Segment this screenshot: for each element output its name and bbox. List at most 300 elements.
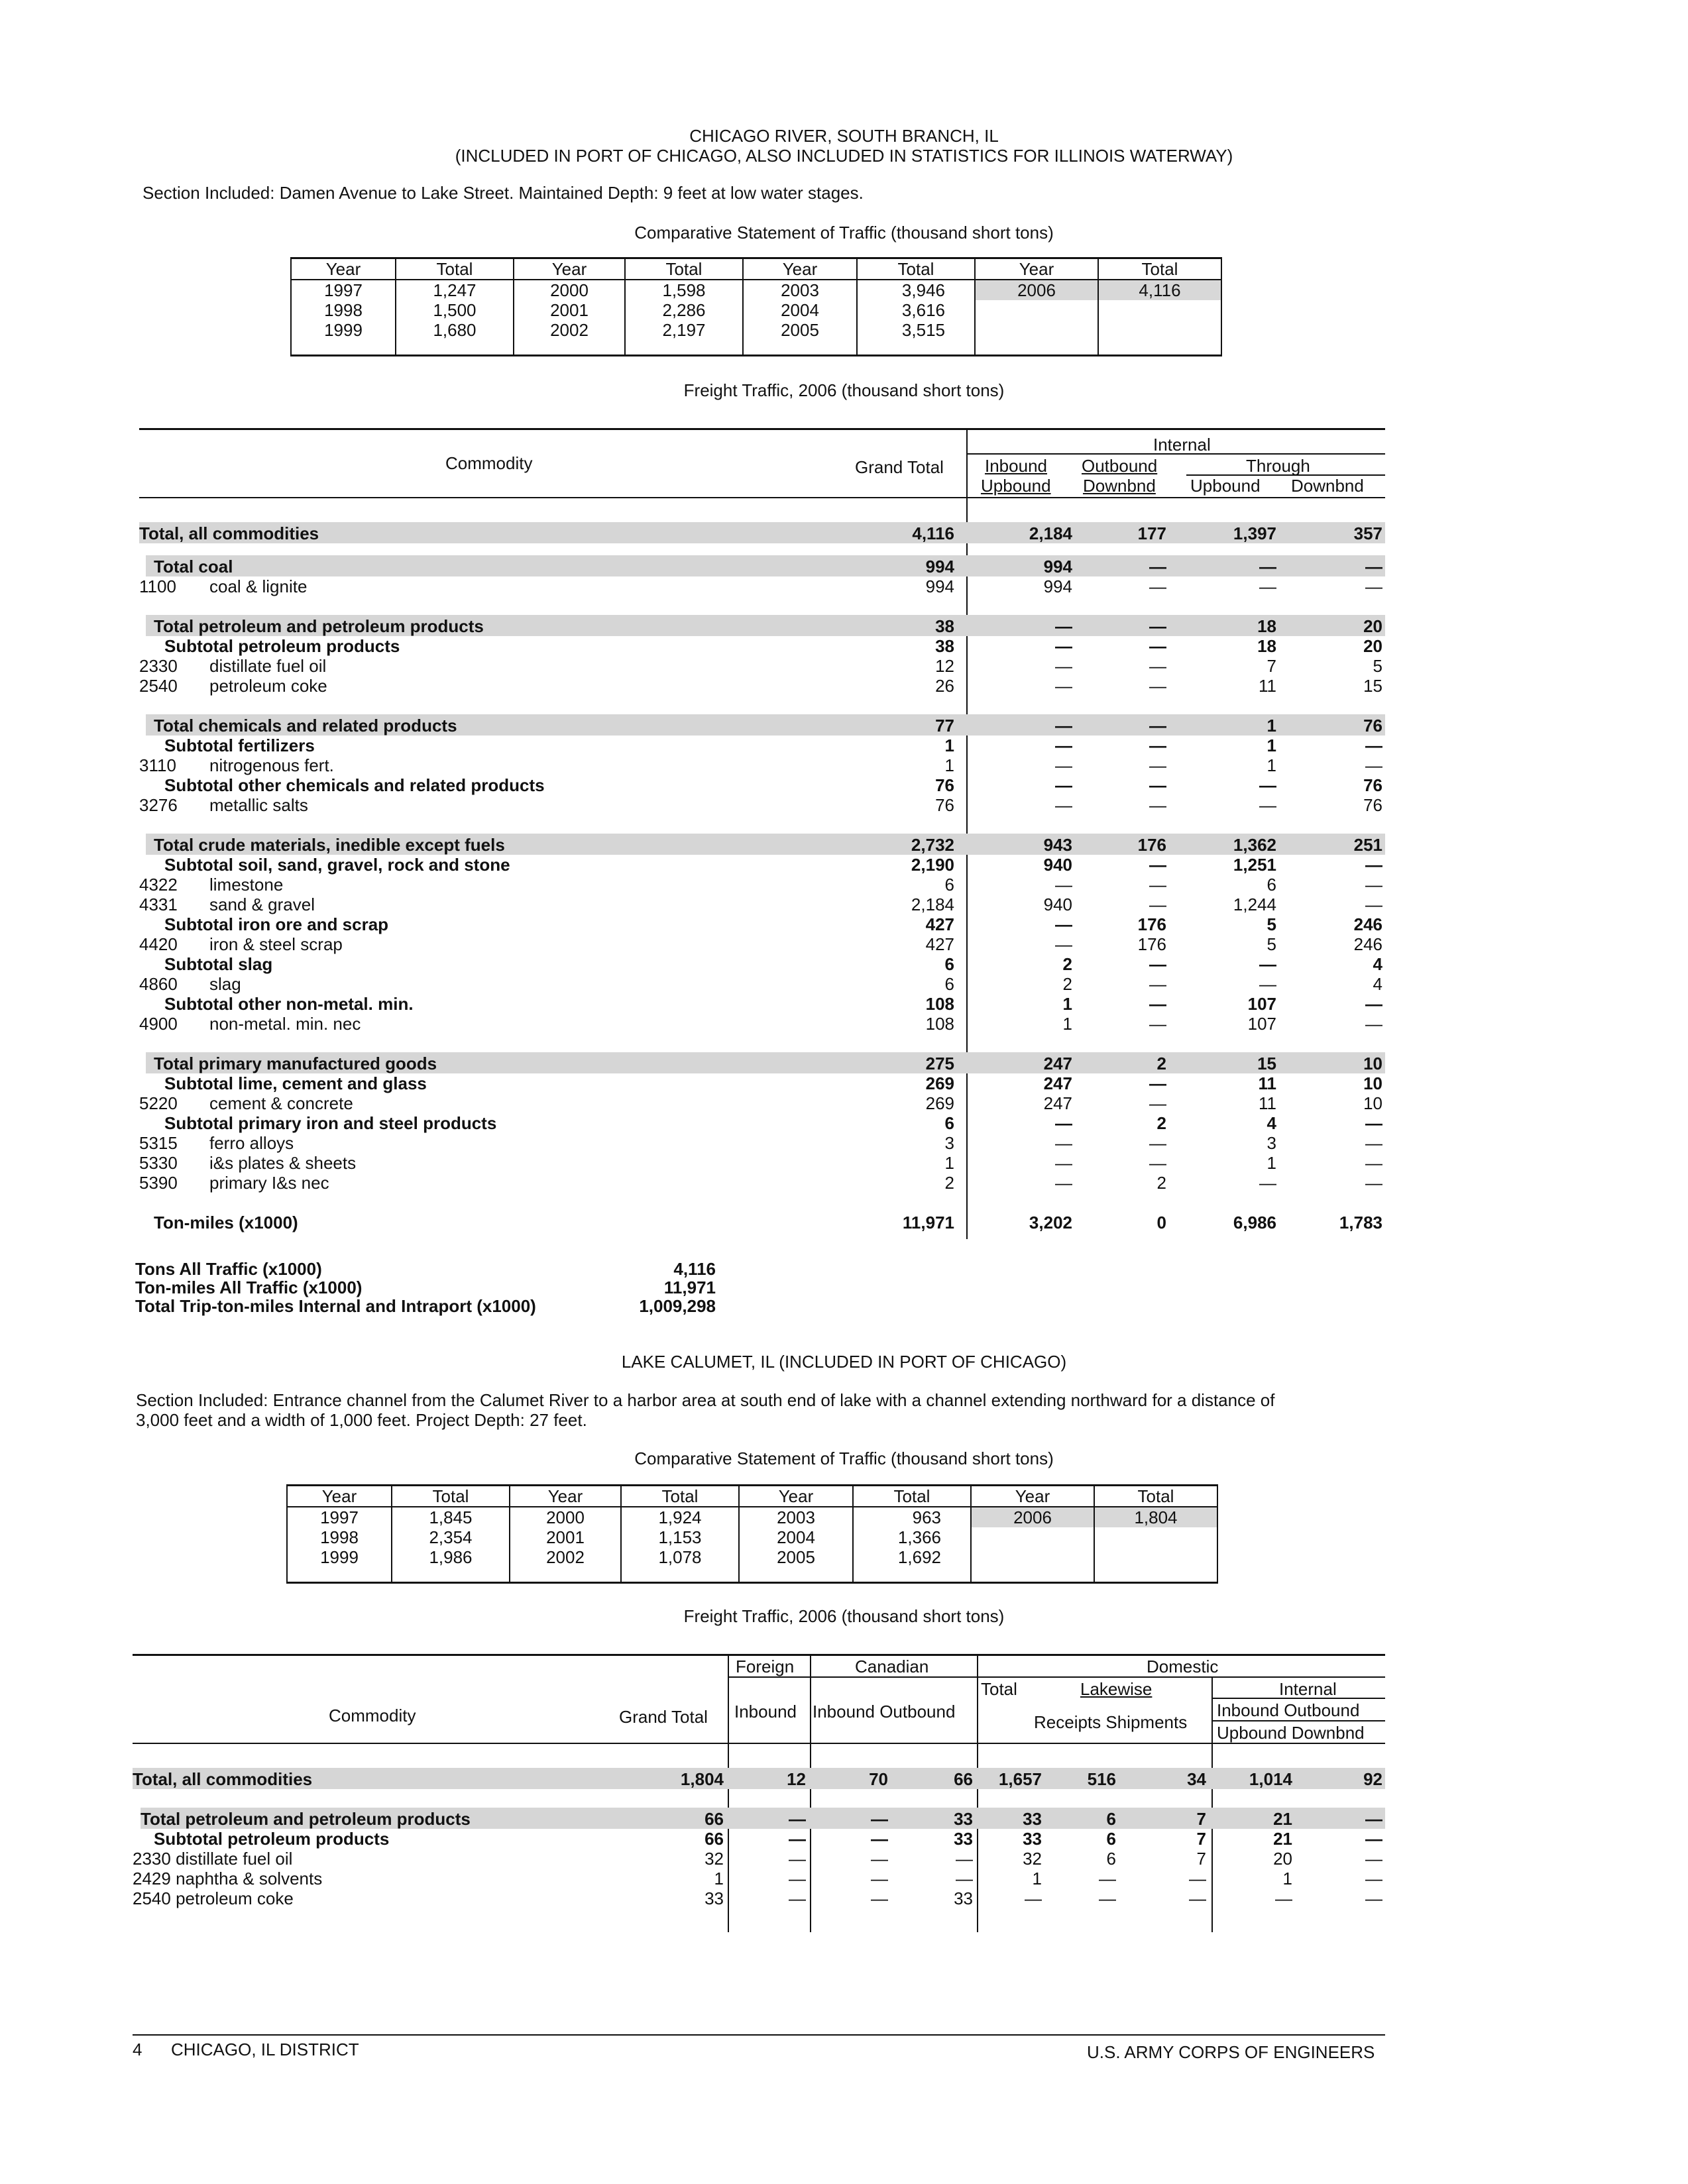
cell-ib: 2,184: [1029, 523, 1072, 543]
table-row: [0, 557, 1688, 576]
hdr-grand-total: Grand Total: [855, 457, 944, 477]
summary-label: Tons All Traffic (x1000): [135, 1259, 322, 1279]
cell-fi: —: [789, 1829, 806, 1849]
cell-tu: 1: [1266, 736, 1276, 755]
cell-gt: 77: [935, 716, 954, 736]
cell-ob: —: [1149, 1153, 1166, 1173]
commodity-code: 4900: [139, 1014, 178, 1034]
cell-ob: —: [1149, 676, 1166, 696]
cell-gt: 33: [704, 1888, 724, 1908]
cell-tu: 5: [1266, 934, 1276, 954]
cell-io: —: [1365, 1829, 1382, 1849]
cell-gt: 994: [925, 557, 954, 576]
commodity-label: petroleum coke: [209, 676, 327, 696]
cell-ob: 177: [1137, 523, 1166, 543]
cell-tu: 11: [1258, 1073, 1276, 1093]
commodity-label: ferro alloys: [209, 1133, 294, 1153]
commodity-label: iron & steel scrap: [209, 934, 343, 954]
comp-header-total: Total: [857, 258, 975, 280]
cell-ob: —: [1149, 1014, 1166, 1034]
hdr-internal: Internal: [1279, 1679, 1337, 1699]
section1-included: Section Included: Damen Avenue to Lake Street. Maintained Depth: 9 feet at low water stages.: [142, 183, 864, 203]
hdr-commodity: Commodity: [329, 1706, 416, 1725]
cell-td: 4: [1373, 974, 1382, 994]
comp-years: 2000 2001 2002: [510, 1507, 621, 1583]
table-row: [0, 1829, 1688, 1849]
cell-fi: —: [789, 1809, 806, 1829]
table-row: [0, 954, 1688, 974]
cell-lr: —: [1099, 1869, 1116, 1888]
cell-gt: 2,190: [911, 855, 954, 875]
table-row: [0, 855, 1688, 875]
cell-ci: —: [871, 1829, 888, 1849]
cell-ob: —: [1149, 716, 1166, 736]
table-row: [0, 1173, 1688, 1193]
cell-gt: 66: [704, 1809, 724, 1829]
cell-fi: —: [789, 1869, 806, 1888]
comp-header-year: Year: [743, 258, 857, 280]
commodity-label: Ton-miles (x1000): [154, 1213, 298, 1232]
cell-td: 15: [1363, 676, 1382, 696]
cell-tu: 1: [1266, 1153, 1276, 1173]
cell-gt: 2,732: [911, 835, 954, 855]
hdr-commodity: Commodity: [445, 453, 533, 473]
commodity-label: Subtotal lime, cement and glass: [164, 1073, 427, 1093]
cell-ib: —: [1055, 775, 1072, 795]
cell-ob: —: [1149, 775, 1166, 795]
cell-gt: 38: [935, 616, 954, 636]
cell-ls: 7: [1196, 1849, 1206, 1869]
cell-io: —: [1365, 1809, 1382, 1829]
cell-td: 5: [1373, 656, 1382, 676]
summary-value: 1,009,298: [639, 1296, 716, 1316]
table-row: [0, 1213, 1688, 1232]
commodity-label: slag: [209, 974, 241, 994]
cell-ob: —: [1149, 1073, 1166, 1093]
rule: [139, 428, 1385, 430]
cell-td: 251: [1353, 835, 1382, 855]
cell-tu: 3: [1266, 1133, 1276, 1153]
cell-ob: —: [1149, 994, 1166, 1014]
commodity-label: Total chemicals and related products: [154, 716, 457, 736]
hdr-outbound: Outbound: [1082, 456, 1158, 476]
cell-gt: 11,971: [902, 1213, 954, 1232]
comp-totals: 3,946 3,616 3,515: [857, 280, 975, 356]
table-row: [0, 576, 1688, 596]
comp-header-year: Year: [287, 1486, 392, 1507]
cell-tu: 5: [1266, 914, 1276, 934]
cell-gt: 6: [944, 875, 954, 895]
cell-ib: —: [1055, 736, 1072, 755]
cell-tu: 6,986: [1233, 1213, 1276, 1232]
cell-ci: —: [871, 1849, 888, 1869]
cell-td: —: [1365, 576, 1382, 596]
cell-ib: —: [1055, 636, 1072, 656]
comp-totals: 1,845 2,354 1,986: [392, 1507, 510, 1583]
table-row: [0, 1849, 1688, 1869]
commodity-label: distillate fuel oil: [209, 656, 327, 676]
cell-ls: 34: [1187, 1769, 1206, 1789]
cell-co: —: [956, 1849, 973, 1869]
comp-header-total: Total: [1094, 1486, 1217, 1507]
commodity-label: non-metal. min. nec: [209, 1014, 361, 1034]
comp-header-total: Total: [396, 258, 514, 280]
commodity-code: 5390: [139, 1173, 178, 1193]
cell-tu: 1: [1266, 755, 1276, 775]
cell-ib: —: [1055, 914, 1072, 934]
comp-table-1: [290, 257, 1222, 356]
comp-header-year: Year: [971, 1486, 1094, 1507]
rule: [133, 1743, 1385, 1744]
hdr-downbnd: Downbnd: [1083, 476, 1156, 496]
hdr-canadian: Canadian: [855, 1657, 929, 1676]
table-row: [0, 1014, 1688, 1034]
cell-ib: —: [1055, 1173, 1072, 1193]
hdr-downbnd: Downbnd: [1291, 476, 1364, 496]
cell-gt: 32: [704, 1849, 724, 1869]
cell-td: 76: [1363, 716, 1382, 736]
cell-td: 1,783: [1339, 1213, 1382, 1232]
table-row: [0, 914, 1688, 934]
commodity-label: Subtotal petroleum products: [164, 636, 400, 656]
rule: [133, 1654, 1385, 1656]
comp-header-total: Total: [621, 1486, 739, 1507]
table-row: [0, 656, 1688, 676]
comp-years: 2003 2004 2005: [743, 280, 857, 356]
comp-table-2: [286, 1484, 1218, 1584]
cell-td: 4: [1373, 954, 1382, 974]
cell-ib: 247: [1043, 1073, 1072, 1093]
cell-gt: 2,184: [911, 895, 954, 914]
cell-io: —: [1365, 1888, 1382, 1908]
table-row: [0, 1073, 1688, 1093]
cell-gt: 12: [935, 656, 954, 676]
comp-header-year: Year: [510, 1486, 621, 1507]
cell-ib: 247: [1043, 1054, 1072, 1073]
table-row: [0, 1869, 1688, 1888]
comp-total-current: [1098, 280, 1221, 356]
table-row: [0, 835, 1688, 855]
hdr-grand-total: Grand Total: [619, 1707, 708, 1727]
cell-ci: —: [871, 1869, 888, 1888]
cell-gt: 6: [944, 974, 954, 994]
cell-td: 246: [1353, 914, 1382, 934]
cell-tu: 4: [1266, 1113, 1276, 1133]
cell-td: —: [1365, 895, 1382, 914]
table-row: [0, 1054, 1688, 1073]
cell-td: 20: [1363, 636, 1382, 656]
comp-totals: 1,247 1,500 1,680: [396, 280, 514, 356]
cell-ob: 176: [1137, 934, 1166, 954]
hdr-inbound: Inbound: [985, 456, 1047, 476]
cell-gt: 427: [925, 914, 954, 934]
cell-td: 10: [1363, 1073, 1382, 1093]
table-row: [0, 736, 1688, 755]
cell-tu: —: [1259, 557, 1276, 576]
table-row: [0, 1769, 1688, 1789]
hdr-upbound-downbnd: Upbound Downbnd: [1217, 1723, 1365, 1743]
cell-tu: —: [1259, 974, 1276, 994]
cell-gt: 108: [925, 994, 954, 1014]
commodity-label: Total crude materials, inedible except fuels: [154, 835, 505, 855]
cell-gt: 1,804: [680, 1769, 724, 1789]
cell-ob: 176: [1137, 835, 1166, 855]
rule: [1213, 1698, 1385, 1699]
cell-ls: —: [1189, 1888, 1206, 1908]
cell-ob: 176: [1137, 914, 1166, 934]
commodity-label: Subtotal other chemicals and related products: [164, 775, 545, 795]
cell-gt: 1: [714, 1869, 724, 1888]
commodity-label: Total primary manufactured goods: [154, 1054, 437, 1073]
comp-totals: 1,598 2,286 2,197: [625, 280, 743, 356]
cell-ob: 2: [1156, 1173, 1166, 1193]
cell-td: —: [1365, 1113, 1382, 1133]
commodity-label: i&s plates & sheets: [209, 1153, 357, 1173]
rule: [1213, 1720, 1385, 1721]
summary-row: [0, 1278, 1688, 1297]
commodity-label: metallic salts: [209, 795, 308, 815]
cell-ib: 3,202: [1029, 1213, 1072, 1232]
comp-header-year: Year: [514, 258, 625, 280]
cell-lr: 6: [1106, 1849, 1116, 1869]
cell-tu: 1,397: [1233, 523, 1276, 543]
cell-co: 33: [954, 1809, 973, 1829]
cell-td: 10: [1363, 1054, 1382, 1073]
commodity-label: nitrogenous fert.: [209, 755, 334, 775]
cell-ob: —: [1149, 755, 1166, 775]
cell-ib: 2: [1062, 954, 1072, 974]
table-row: [0, 1093, 1688, 1113]
cell-tu: 18: [1257, 636, 1276, 656]
comp-year-current: [971, 1507, 1094, 1583]
commodity-label: sand & gravel: [209, 895, 315, 914]
table-row: [0, 1888, 1688, 1908]
summary-label: Total Trip-ton-miles Internal and Intraport (x1000): [135, 1296, 536, 1316]
cell-ob: —: [1149, 636, 1166, 656]
comp-years: 2003 2004 2005: [739, 1507, 853, 1583]
hdr-upbound: Upbound: [981, 476, 1051, 496]
comp-total-2006: 4,116: [1099, 280, 1221, 300]
comp-years: 1997 1998 1999: [287, 1507, 392, 1583]
cell-tu: 15: [1257, 1054, 1276, 1073]
commodity-code: 4322: [139, 875, 178, 895]
cell-td: —: [1365, 1133, 1382, 1153]
hdr-foreign: Foreign: [736, 1657, 795, 1676]
table-row: [0, 523, 1688, 543]
comp1-title: Comparative Statement of Traffic (thousand short tons): [634, 223, 1054, 243]
commodity-label: 2540 petroleum coke: [133, 1888, 294, 1908]
cell-ib: —: [1055, 755, 1072, 775]
cell-ls: —: [1189, 1869, 1206, 1888]
cell-ib: —: [1055, 1113, 1072, 1133]
comp-total-current: [1094, 1507, 1217, 1583]
table-row: [0, 895, 1688, 914]
cell-ob: 2: [1156, 1113, 1166, 1133]
rule: [139, 497, 1385, 498]
cell-gt: 3: [944, 1133, 954, 1153]
comp-header-year: Year: [291, 258, 396, 280]
table-row: [0, 1113, 1688, 1133]
freight2-title: Freight Traffic, 2006 (thousand short tons): [683, 1606, 1005, 1626]
cell-td: 20: [1363, 616, 1382, 636]
cell-dt: 33: [1023, 1809, 1042, 1829]
hdr-through: Through: [1246, 456, 1310, 476]
table-row: [0, 1153, 1688, 1173]
cell-ob: —: [1149, 795, 1166, 815]
cell-tu: —: [1259, 775, 1276, 795]
table-row: [0, 636, 1688, 656]
cell-td: —: [1365, 1153, 1382, 1173]
cell-td: —: [1365, 557, 1382, 576]
commodity-code: 4860: [139, 974, 178, 994]
comp-header-total: Total: [1098, 258, 1221, 280]
cell-io: —: [1365, 1849, 1382, 1869]
cell-ii: 1,014: [1249, 1769, 1292, 1789]
commodity-label: Subtotal primary iron and steel products: [164, 1113, 497, 1133]
cell-fi: 12: [787, 1769, 806, 1789]
comp-totals: 963 1,366 1,692: [853, 1507, 971, 1583]
cell-ob: 0: [1156, 1213, 1166, 1232]
cell-co: 66: [954, 1769, 973, 1789]
cell-ci: —: [871, 1888, 888, 1908]
hdr-canadian-in-out: Inbound Outbound: [813, 1702, 956, 1721]
cell-td: —: [1365, 1173, 1382, 1193]
hdr-foreign-inbound: Inbound: [734, 1702, 797, 1721]
cell-gt: 1: [944, 736, 954, 755]
summary-label: Ton-miles All Traffic (x1000): [135, 1278, 363, 1297]
cell-co: 33: [954, 1829, 973, 1849]
cell-gt: 76: [935, 795, 954, 815]
footer-agency: U.S. ARMY CORPS OF ENGINEERS: [1087, 2042, 1375, 2062]
table-row: [0, 676, 1688, 696]
cell-td: 357: [1353, 523, 1382, 543]
comp2-title: Comparative Statement of Traffic (thousand short tons): [634, 1448, 1054, 1468]
cell-lr: —: [1099, 1888, 1116, 1908]
cell-td: 76: [1363, 795, 1382, 815]
table-row: [0, 755, 1688, 775]
cell-ob: —: [1149, 576, 1166, 596]
summary-value: 4,116: [673, 1259, 716, 1279]
cell-ob: —: [1149, 736, 1166, 755]
cell-io: —: [1365, 1869, 1382, 1888]
commodity-label: Subtotal slag: [164, 954, 273, 974]
cell-gt: 1: [944, 755, 954, 775]
commodity-code: 2330: [139, 656, 178, 676]
cell-td: —: [1365, 736, 1382, 755]
commodity-code: 4331: [139, 895, 178, 914]
cell-tu: —: [1259, 954, 1276, 974]
commodity-label: cement & concrete: [209, 1093, 353, 1113]
comp-year-2006: 2006: [976, 280, 1097, 300]
cell-tu: 1,251: [1233, 855, 1276, 875]
cell-tu: —: [1259, 576, 1276, 596]
cell-ob: —: [1149, 954, 1166, 974]
commodity-label: coal & lignite: [209, 576, 308, 596]
cell-tu: 107: [1247, 1014, 1276, 1034]
cell-td: 10: [1363, 1093, 1382, 1113]
cell-tu: 1,362: [1233, 835, 1276, 855]
table-row: [0, 1133, 1688, 1153]
table-row: [0, 994, 1688, 1014]
comp-year-current: [975, 280, 1098, 356]
hdr-inbound-outbound: Inbound Outbound: [1217, 1700, 1360, 1720]
cell-td: —: [1365, 755, 1382, 775]
table-row: [0, 934, 1688, 954]
cell-dt: 32: [1023, 1849, 1042, 1869]
commodity-label: Total petroleum and petroleum products: [154, 616, 484, 636]
commodity-code: 4420: [139, 934, 178, 954]
cell-td: 76: [1363, 775, 1382, 795]
cell-tu: 6: [1266, 875, 1276, 895]
commodity-code: 3276: [139, 795, 178, 815]
cell-ib: 247: [1043, 1093, 1072, 1113]
cell-tu: 107: [1247, 994, 1276, 1014]
commodity-label: Total coal: [154, 557, 233, 576]
cell-td: 246: [1353, 934, 1382, 954]
commodity-code: 2540: [139, 676, 178, 696]
cell-ib: 1: [1062, 994, 1072, 1014]
comp-totals: 1,924 1,153 1,078: [621, 1507, 739, 1583]
cell-co: —: [956, 1869, 973, 1888]
cell-ib: —: [1055, 616, 1072, 636]
footer-district: CHICAGO, IL DISTRICT: [171, 2040, 359, 2059]
comp-total-2006: 1,804: [1095, 1507, 1217, 1527]
cell-ii: 21: [1273, 1829, 1292, 1849]
cell-ob: —: [1149, 557, 1166, 576]
cell-ob: 2: [1156, 1054, 1166, 1073]
section2-included-line2: 3,000 feet and a width of 1,000 feet. Project Depth: 27 feet.: [136, 1410, 587, 1430]
cell-ib: 994: [1043, 557, 1072, 576]
cell-tu: —: [1259, 795, 1276, 815]
cell-ib: 994: [1043, 576, 1072, 596]
cell-gt: 38: [935, 636, 954, 656]
cell-ib: 940: [1043, 895, 1072, 914]
cell-dt: 1: [1032, 1869, 1042, 1888]
commodity-label: Total, all commodities: [139, 523, 319, 543]
cell-td: —: [1365, 994, 1382, 1014]
cell-ob: —: [1149, 895, 1166, 914]
commodity-label: Total, all commodities: [133, 1769, 313, 1789]
cell-io: 92: [1363, 1769, 1382, 1789]
cell-co: 33: [954, 1888, 973, 1908]
comp-header-total: Total: [853, 1486, 971, 1507]
cell-ls: 7: [1196, 1809, 1206, 1829]
cell-lr: 6: [1106, 1829, 1116, 1849]
cell-ib: —: [1055, 795, 1072, 815]
cell-ib: 1: [1062, 1014, 1072, 1034]
cell-gt: 26: [935, 676, 954, 696]
cell-ib: —: [1055, 875, 1072, 895]
summary-row: [0, 1259, 1688, 1279]
commodity-label: limestone: [209, 875, 284, 895]
cell-ob: —: [1149, 1093, 1166, 1113]
cell-gt: 66: [704, 1829, 724, 1849]
hdr-upbound: Upbound: [1190, 476, 1261, 496]
table-row: [0, 795, 1688, 815]
cell-dt: 1,657: [998, 1769, 1042, 1789]
summary-row: [0, 1296, 1688, 1316]
cell-ib: 2: [1062, 974, 1072, 994]
rule: [968, 453, 1385, 455]
table-row: [0, 875, 1688, 895]
cell-dt: 33: [1023, 1829, 1042, 1849]
cell-tu: 1,244: [1233, 895, 1276, 914]
comp-header-total: Total: [392, 1486, 510, 1507]
section1-title: CHICAGO RIVER, SOUTH BRANCH, IL: [689, 126, 999, 146]
cell-ib: —: [1055, 1153, 1072, 1173]
commodity-label: 2330 distillate fuel oil: [133, 1849, 293, 1869]
cell-gt: 6: [944, 1113, 954, 1133]
